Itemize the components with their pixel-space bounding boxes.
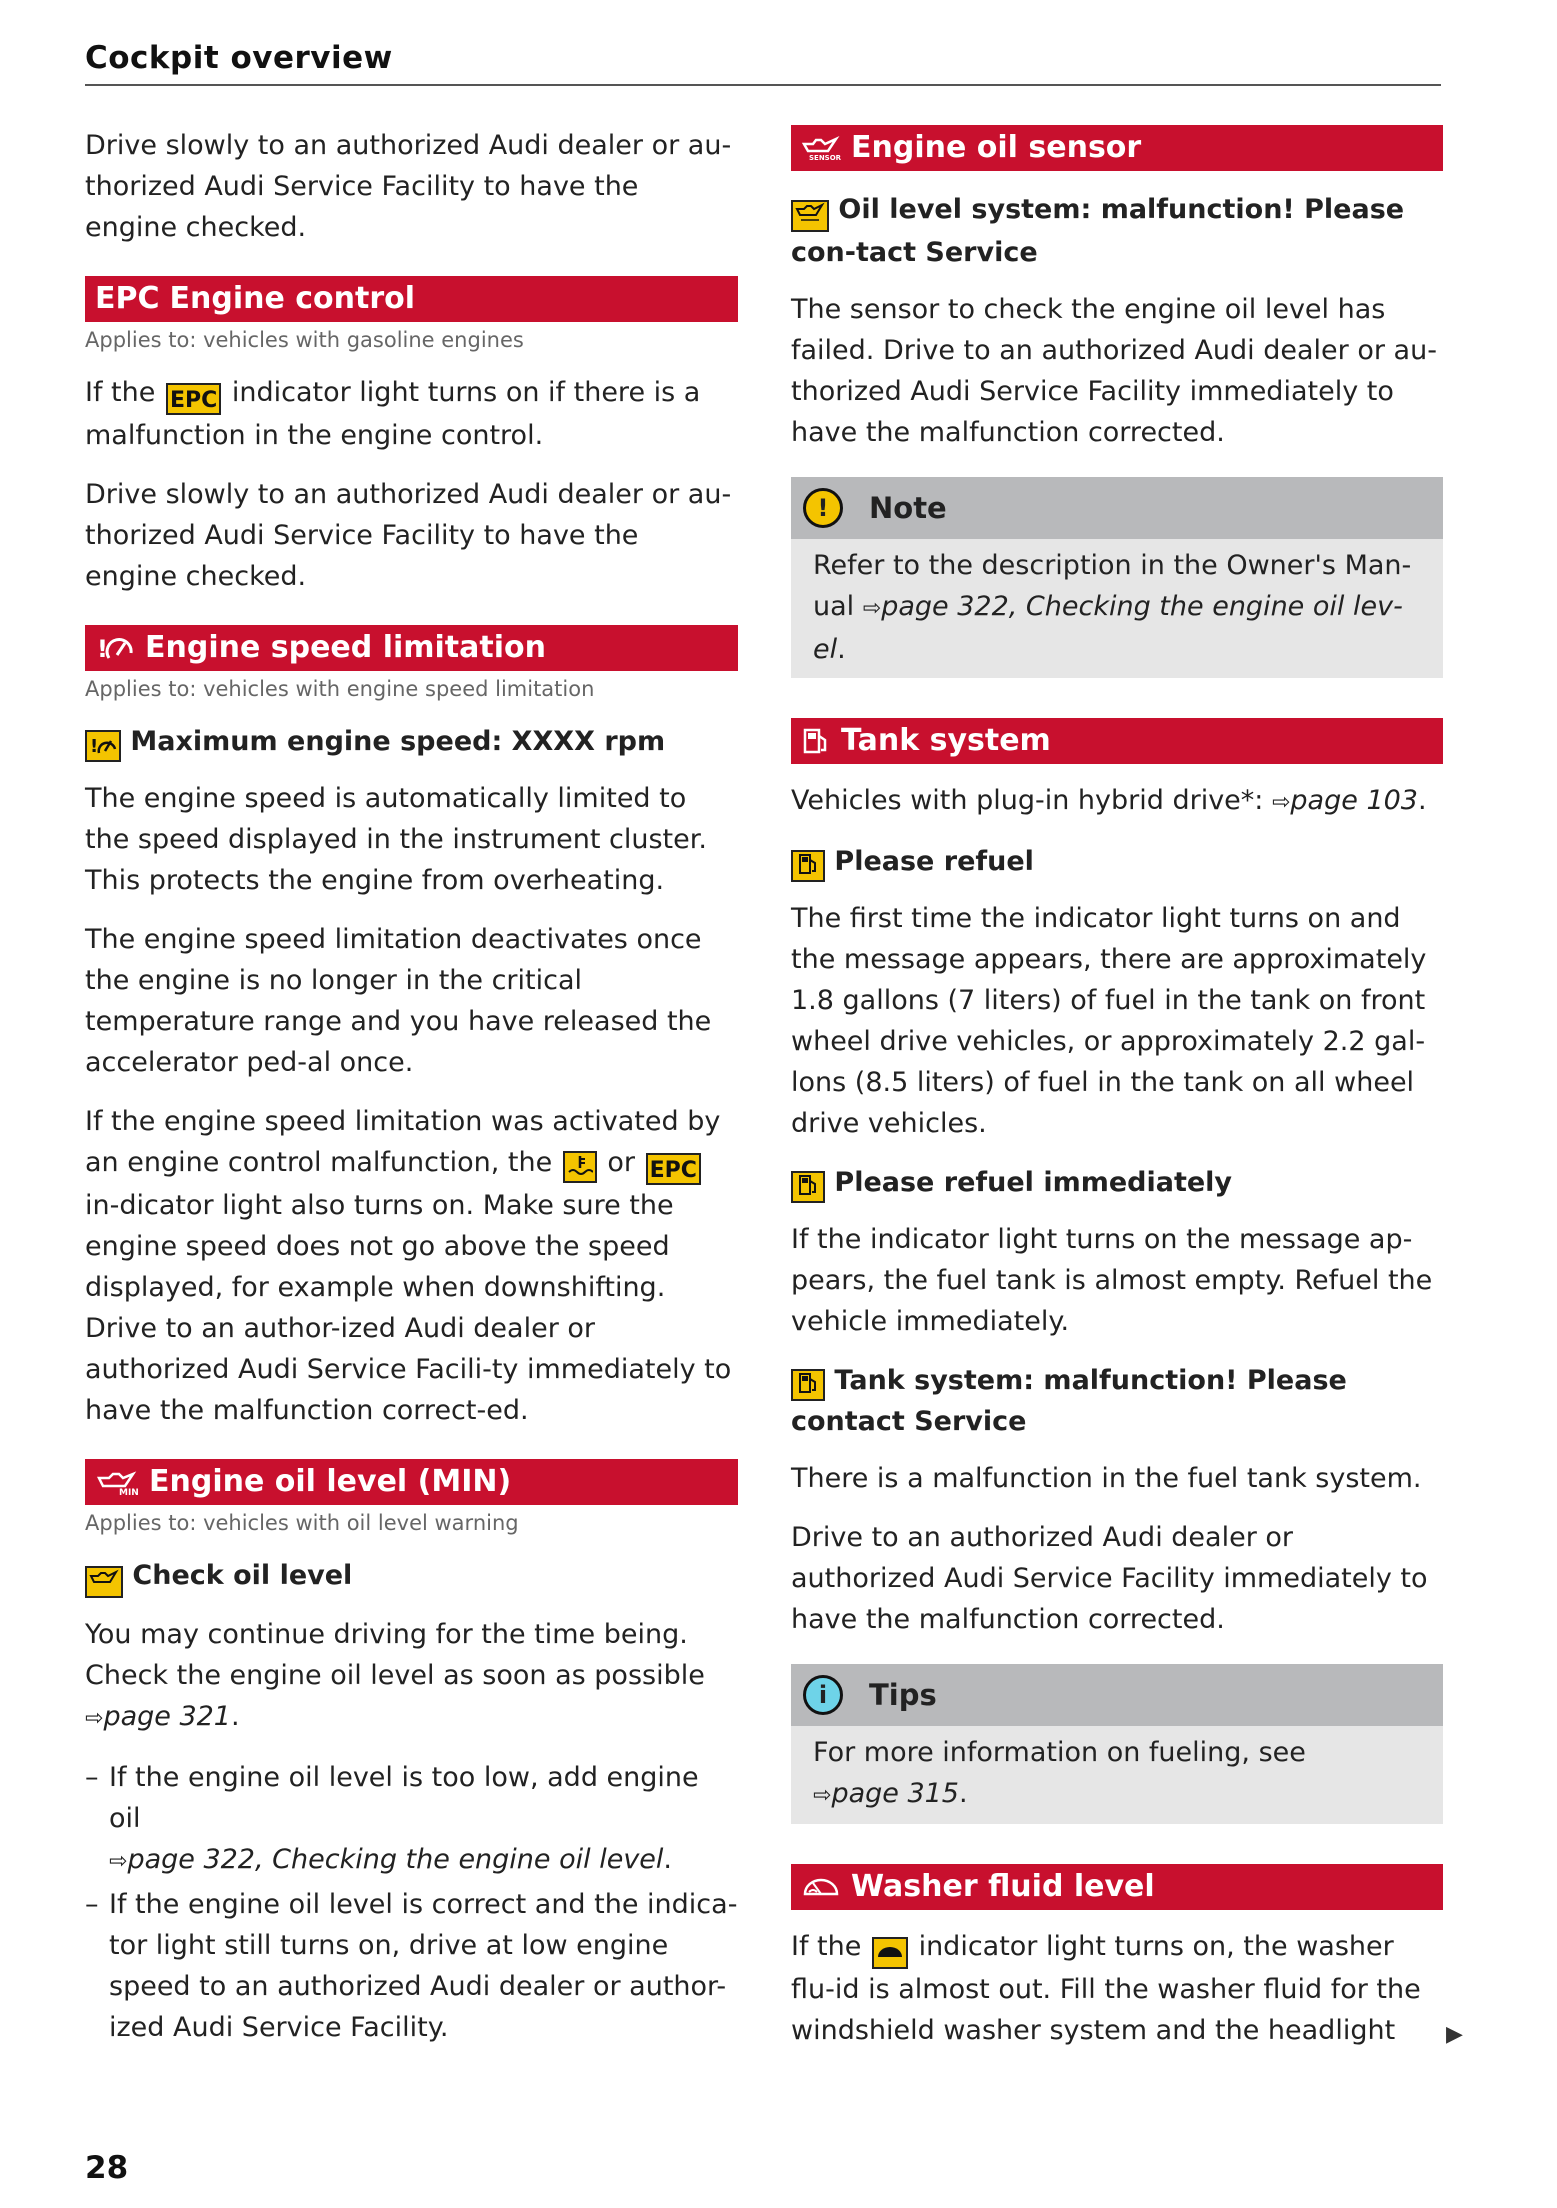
engine-oil-sensor-paragraph: The sensor to check the engine oil level has failed. Drive to an authorized Audi dealer or au-thorized Audi Service Facility immediately to have the malfunction corrected. [791, 294, 1437, 448]
text-fragment: Refer to the description in the Owner's Man-ual [813, 550, 1412, 622]
svg-text:!: ! [97, 635, 108, 663]
epc-indicator-icon: EPC [646, 1153, 701, 1185]
page-number: 28 [85, 2150, 129, 2186]
tips-title: Tips [869, 1678, 937, 1712]
engine-oil-level-title: Engine oil level (MIN) [149, 1464, 512, 1499]
washer-fluid-title: Washer fluid level [851, 1869, 1155, 1904]
text-fragment: If the engine speed limitation was activated by an engine control malfunction, the [85, 1106, 721, 1178]
please-refuel-immediately-message [791, 1162, 1443, 1203]
svg-text:SENSOR: SENSOR [809, 154, 841, 162]
oil-level-system-message-text: Oil level system: malfunction! Please con-tact Service [791, 194, 1405, 268]
engine-control-paragraph-1 [85, 372, 738, 456]
svg-text:MIN: MIN [119, 1488, 139, 1496]
engine-control-section [85, 276, 738, 597]
page-reference-link[interactable]: page 315 [831, 1778, 959, 1809]
please-refuel-immediately-text: Please refuel immediately [834, 1167, 1233, 1198]
check-oil-message-text: Check oil level [132, 1560, 353, 1591]
oil-sensor-warning-icon [791, 200, 829, 232]
engine-speed-paragraph-2: The engine speed limitation deactivates once the engine is no longer in the critical temperature range and you have released the accelerator ped-al once. [85, 924, 712, 1078]
tank-paragraph-4: Drive to an authorized Audi dealer or authorized Audi Service Facility immediately to have the malfunction corrected. [791, 1522, 1428, 1635]
tank-malfunction-message [791, 1360, 1443, 1442]
header-divider [85, 84, 1441, 86]
fuel-pump-warning-icon [791, 850, 825, 882]
engine-control-heading [85, 276, 738, 322]
text-fragment: or [607, 1147, 636, 1178]
coolant-temperature-icon [563, 1151, 597, 1183]
reference-arrow-icon: ⇨ [109, 1849, 128, 1874]
page-reference-link[interactable]: page 322, Checking the engine oil level [127, 1844, 664, 1875]
engine-oil-level-heading [85, 1459, 738, 1505]
engine-oil-level-paragraph-1: You may continue driving for the time being. Check the engine oil level as soon as possible ⇨page 321. [85, 1619, 705, 1732]
engine-speed-message-text: Maximum engine speed: XXXX rpm [130, 726, 666, 757]
oil-instructions-list [85, 1757, 738, 2048]
please-refuel-message [791, 841, 1443, 882]
engine-speed-title: Engine speed limitation [145, 630, 546, 665]
text-fragment: You may continue driving for the time being. Check the engine oil level as soon as possible [85, 1619, 705, 1691]
intro-paragraph: Drive slowly to an authorized Audi dealer or au-thorized Audi Service Facility to have the engine checked. [85, 130, 732, 243]
reference-arrow-icon: ⇨ [862, 596, 882, 621]
reference-arrow-icon: ⇨ [1271, 790, 1291, 815]
engine-control-applies: Applies to: vehicles with gasoline engines [85, 328, 524, 352]
tank-intro-paragraph: Vehicles with plug-in hybrid drive*: ⇨page 103. [791, 785, 1427, 816]
engine-speed-section [85, 625, 738, 1431]
note-title: Note [869, 491, 947, 525]
washer-fluid-paragraph [791, 1926, 1443, 2051]
page-reference-link[interactable]: page 103 [1290, 785, 1418, 816]
washer-fluid-heading [791, 1864, 1443, 1910]
continue-arrow-icon: ▶ [1446, 2022, 1463, 2047]
fuel-pump-warning-icon [791, 1369, 825, 1401]
left-column [85, 125, 738, 2066]
engine-oil-level-section [85, 1459, 738, 2048]
please-refuel-text: Please refuel [834, 846, 1034, 877]
text-fragment: indicator light turns on if there is a malfunction in the engine control. [85, 377, 701, 451]
reference-arrow-icon: ⇨ [813, 1783, 832, 1808]
engine-control-paragraph-2: Drive slowly to an authorized Audi dealer or au-thorized Audi Service Facility to have the engine checked. [85, 479, 732, 592]
fuel-pump-icon [801, 726, 831, 756]
tank-system-heading [791, 718, 1443, 764]
tank-paragraph-2: If the indicator light turns on the message ap-pears, the fuel tank is almost empty. Refuel the vehicle immediately. [791, 1224, 1433, 1337]
reference-arrow-icon: ⇨ [85, 1706, 104, 1731]
tips-text: For more information on fueling, see ⇨page 315. [813, 1737, 1306, 1809]
tank-paragraph-3: There is a malfunction in the fuel tank system. [791, 1463, 1422, 1494]
fuel-pump-warning-icon [791, 1171, 825, 1203]
epc-indicator-icon: EPC [166, 383, 221, 415]
engine-speed-applies: Applies to: vehicles with engine speed limitation [85, 677, 595, 701]
list-item: – If the engine oil level is correct and the indica-tor light still turns on, drive at low engine speed to an authorized Audi dealer or author-ized Audi Service Facility. [85, 1884, 738, 2048]
note-text: Refer to the description in the Owner's Man-ual ⇨page 322, Checking the engine oil lev-el. [813, 550, 1412, 665]
oil-level-system-message [791, 189, 1443, 273]
oil-can-icon [95, 1468, 139, 1496]
tank-malfunction-text: Tank system: malfunction! Please contact Service [791, 1365, 1347, 1437]
engine-speed-heading [85, 625, 738, 671]
epc-icon: EPC [95, 281, 160, 316]
text-fragment: Vehicles with plug-in hybrid drive*: [791, 785, 1264, 816]
text-fragment: If the [791, 1931, 862, 1962]
engine-oil-level-applies: Applies to: vehicles with oil level warning [85, 1511, 519, 1535]
page-header-title: Cockpit overview [85, 40, 393, 76]
engine-control-title: Engine control [169, 281, 416, 316]
engine-speed-paragraph-3 [85, 1101, 738, 1431]
page-reference-link[interactable]: page 321 [103, 1701, 231, 1732]
engine-oil-sensor-title: Engine oil sensor [851, 130, 1142, 165]
text-fragment: For more information on fueling, see [813, 1737, 1306, 1768]
speed-limit-warning-icon [85, 730, 121, 762]
svg-text:!: ! [90, 736, 99, 756]
text-fragment: If the engine oil level is too low, add engine oil [109, 1762, 699, 1834]
note-box-header [791, 477, 1443, 539]
text-fragment: indicator light turns on, the washer flu-id is almost out. Fill the washer fluid for the windshield washer system and the headlight [791, 1931, 1421, 2046]
engine-oil-sensor-section [791, 125, 1443, 678]
washer-fluid-icon [801, 1874, 841, 1900]
washer-fluid-section [791, 1864, 1443, 2051]
info-icon: i [803, 1675, 843, 1715]
engine-oil-sensor-heading [791, 125, 1443, 171]
note-box-body [791, 539, 1443, 678]
check-oil-message [85, 1555, 738, 1598]
text-fragment: If the [85, 377, 156, 408]
engine-speed-message [85, 721, 738, 762]
oil-can-warning-icon [85, 1566, 123, 1598]
text-fragment: in-dicator light also turns on. Make sure the engine speed does not go above the speed displayed, for example when downshifting. Drive to an author-ized Audi dealer or authorized Audi Service Facili-ty immediately to have the malfunction correct-ed. [85, 1190, 732, 1426]
engine-speed-paragraph-1: The engine speed is automatically limited to the speed displayed in the instrument cluster. This protects the engine from overheating. [85, 783, 707, 896]
oil-sensor-icon [801, 134, 841, 162]
speed-limit-icon [95, 633, 135, 663]
tank-paragraph-1: The first time the indicator light turns on and the message appears, there are approximately 1.8 gallons (7 liters) of fuel in the tank on front wheel drive vehicles, or approximately 2.2 gal-lons (8.5 liters) of fuel in the tank on all wheel drive vehicles. [791, 903, 1427, 1139]
right-column [791, 125, 1443, 2069]
washer-fluid-indicator-icon [872, 1937, 908, 1969]
list-item: – If the engine oil level is too low, add engine oil ⇨page 322, Checking the engine oil level. [85, 1757, 738, 1882]
tips-box-body [791, 1726, 1443, 1824]
page-reference-link[interactable]: page 322, Checking the engine oil lev-el [813, 591, 1403, 665]
exclamation-icon: ! [803, 488, 843, 528]
tips-box-header [791, 1664, 1443, 1726]
tank-system-title: Tank system [841, 723, 1051, 758]
tank-system-section [791, 718, 1443, 1824]
